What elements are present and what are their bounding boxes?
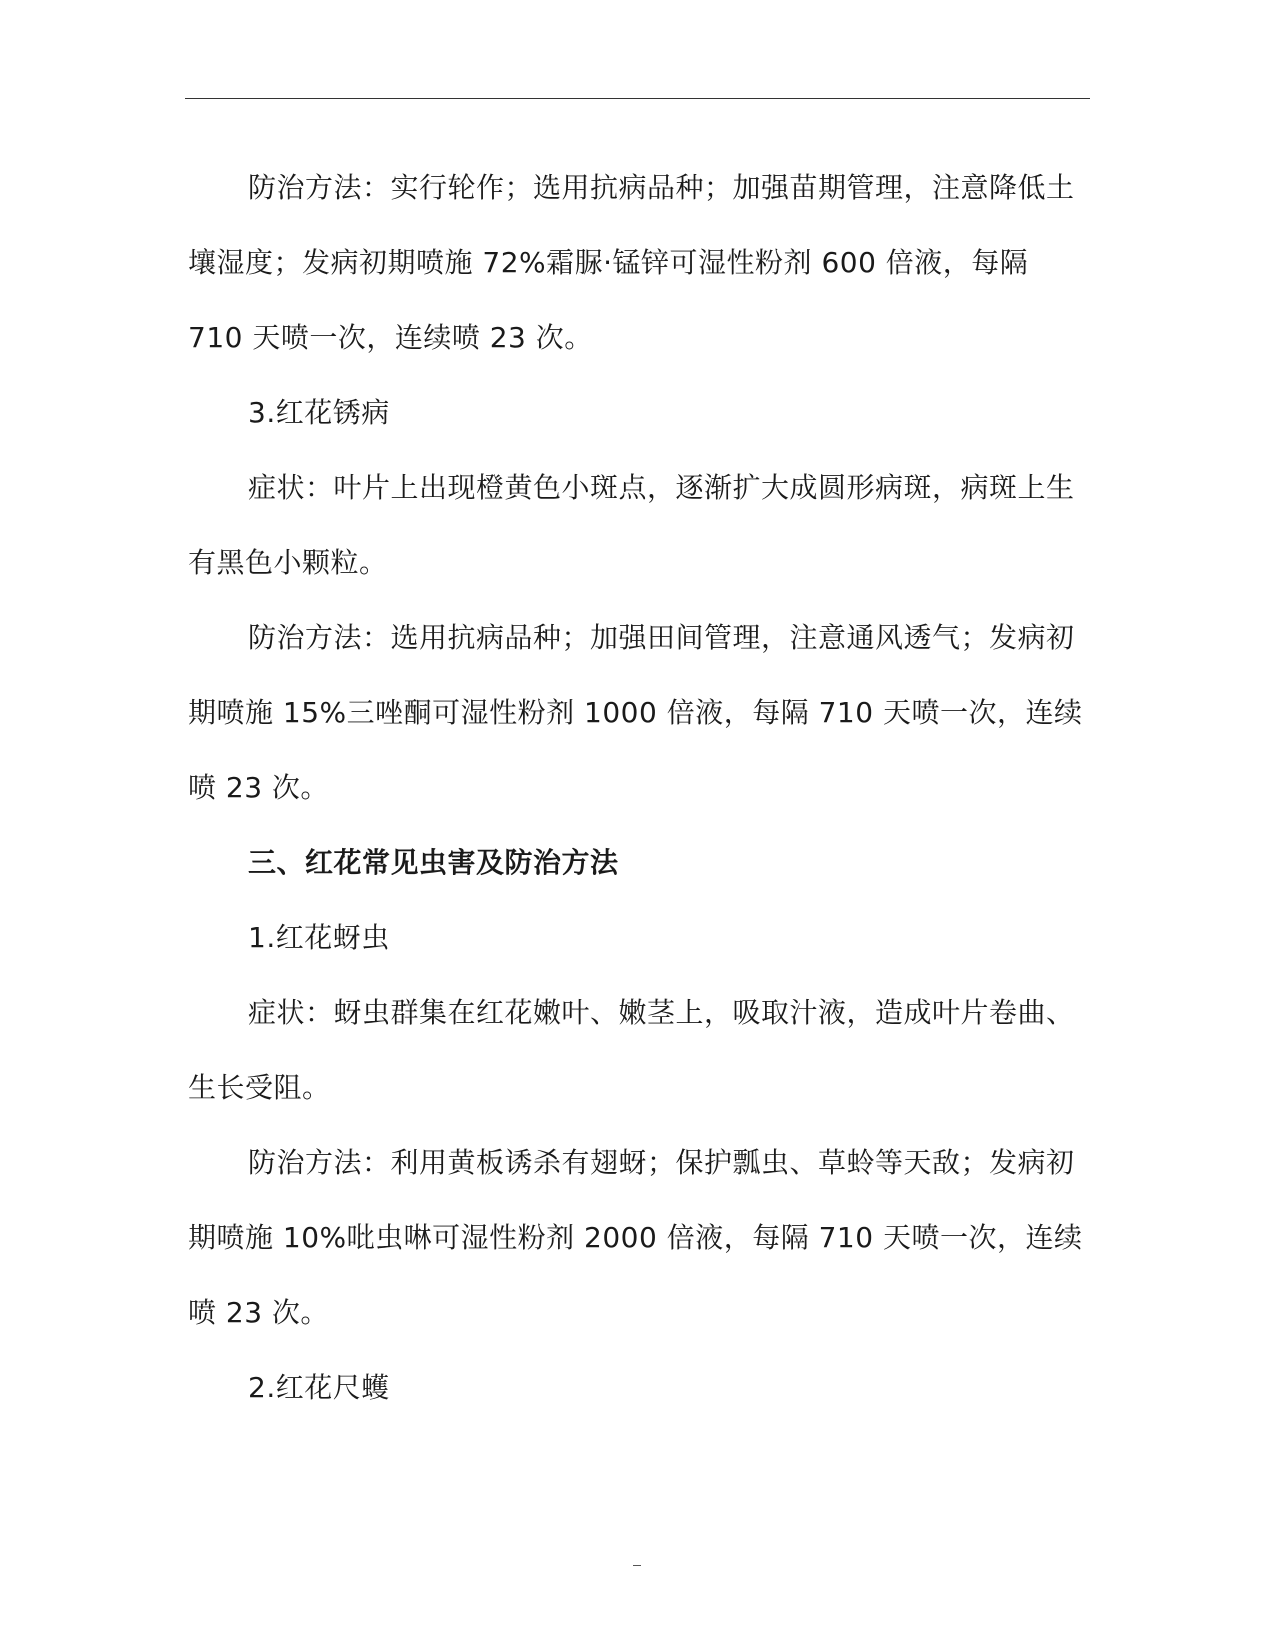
paragraph-rust-symptoms: 症状：叶片上出现橙黄色小斑点，逐渐扩大成圆形病斑，病斑上生有黑色小颗粒。	[188, 471, 1075, 579]
subheading-safflower-looper: 2.红花尺蠖	[248, 1371, 390, 1404]
paragraph-rust-control-method: 防治方法：选用抗病品种；加强田间管理，注意通风透气；发病初期喷施 15%三唑酮可湿性粉剂 1000 倍液，每隔 710 天喷一次，连续喷 23 次。	[188, 621, 1083, 804]
paragraph-control-method-downy: 防治方法：实行轮作；选用抗病品种；加强苗期管理，注意降低土壤湿度；发病初期喷施 72%霜脲·锰锌可湿性粉剂 600 倍液，每隔 710 天喷一次，连续喷 23 次。	[188, 171, 1075, 354]
header-rule	[185, 98, 1090, 99]
footer-mark	[633, 1565, 641, 1566]
document-body	[188, 150, 1088, 1425]
paragraph-aphid-symptoms: 症状：蚜虫群集在红花嫩叶、嫩茎上，吸取汁液，造成叶片卷曲、生长受阻。	[188, 996, 1075, 1104]
subheading-safflower-rust: 3.红花锈病	[248, 396, 390, 429]
subheading-safflower-aphid: 1.红花蚜虫	[248, 921, 390, 954]
paragraph-aphid-control-method: 防治方法：利用黄板诱杀有翅蚜；保护瓢虫、草蛉等天敌；发病初期喷施 10%吡虫啉可湿性粉剂 2000 倍液，每隔 710 天喷一次，连续喷 23 次。	[188, 1146, 1083, 1329]
section-heading-pests: 三、红花常见虫害及防治方法	[248, 846, 619, 879]
